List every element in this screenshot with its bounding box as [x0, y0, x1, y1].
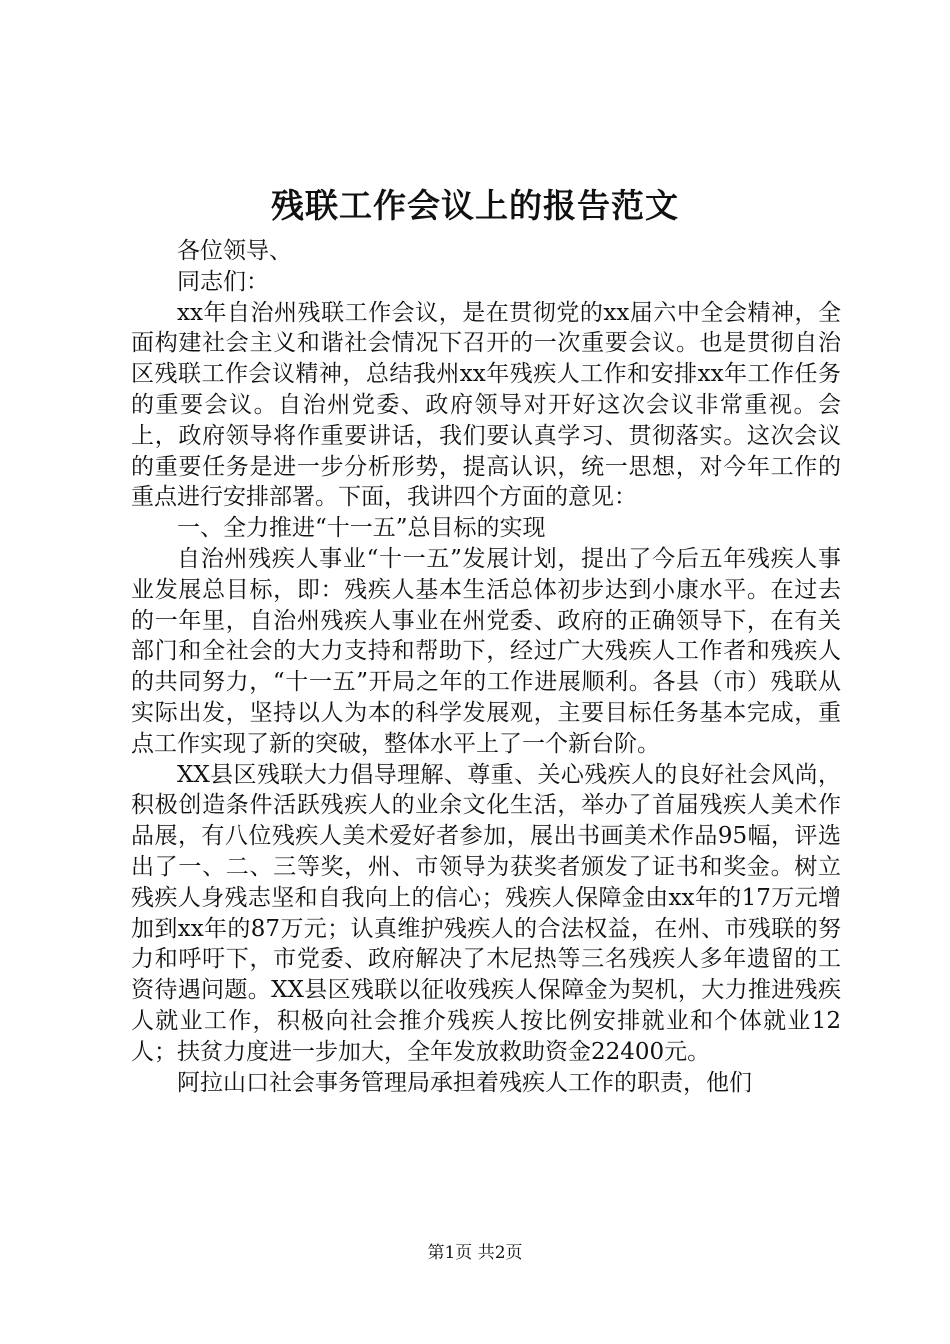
paragraph-alashankou: 阿拉山口社会事务管理局承担着残疾人工作的职责，他们: [177, 1069, 752, 1096]
document-body: [131, 236, 841, 1098]
section-heading-1: 一、全力推进“十一五”总目标的实现: [177, 515, 546, 542]
paragraph-goals: 自治州残疾人事业“十一五”发展计划，提出了今后五年残疾人事业发展总目标，即：残疾人基本生活总体初步达到小康水平。在过去的一年里，自治州残疾人事业在州党委、政府的正确领导下，在有关部门和全社会的大力支持和帮助下，经过广大残疾人工作者和残疾人的共同努力，“十一五”开局之年的工作进展顺利。各县（市）残联从实际出发，坚持以人为本的科学发展观，主要目标任务基本完成，重点工作实现了新的突破，整体水平上了一个新台阶。: [131, 545, 841, 757]
salutation-leaders: 各位领导、: [177, 238, 292, 264]
page-number-footer: 第1页 共2页: [427, 1243, 523, 1263]
salutation-comrades: 同志们：: [177, 268, 269, 295]
paragraph-county: XX县区残联大力倡导理解、尊重、关心残疾人的良好社会风尚，积极创造条件活跃残疾人的业余文化生活，举办了首届残疾人美术作品展，有八位残疾人美术爱好者参加，展出书画美术作品95幅，评选出了一、二、三等奖，州、市领导为获奖者颁发了证书和奖金。树立残疾人身残志坚和自我向上的信心；残疾人保障金由xx年的17万元增加到xx年的87万元；认真维护残疾人的合法权益，在州、市残联的努力和呼吁下，市党委、政府解决了木尼热等三名残疾人多年遗留的工资待遇问题。XX县区残联以征收残疾人保障金为契机，大力推进残疾人就业工作，积极向社会推介残疾人按比例安排就业和个体就业12人；扶贫力度进一步加大，全年发放救助资金22400元。: [131, 761, 841, 1065]
document-title: 残联工作会议上的报告范文: [271, 186, 679, 225]
paragraph-intro: xx年自治州残联工作会议，是在贯彻党的xx届六中全会精神，全面构建社会主义和谐社会情况下召开的一次重要会议。也是贯彻自治区残联工作会议精神，总结我州xx年残疾人工作和安排xx年工作任务的重要会议。自治州党委、政府领导对开好这次会议非常重视。会上，政府领导将作重要讲话，我们要认真学习、贯彻落实。这次会议的重要任务是进一步分析形势，提高认识，统一思想，对今年工作的重点进行安排部署。下面，我讲四个方面的意见：: [131, 299, 841, 511]
